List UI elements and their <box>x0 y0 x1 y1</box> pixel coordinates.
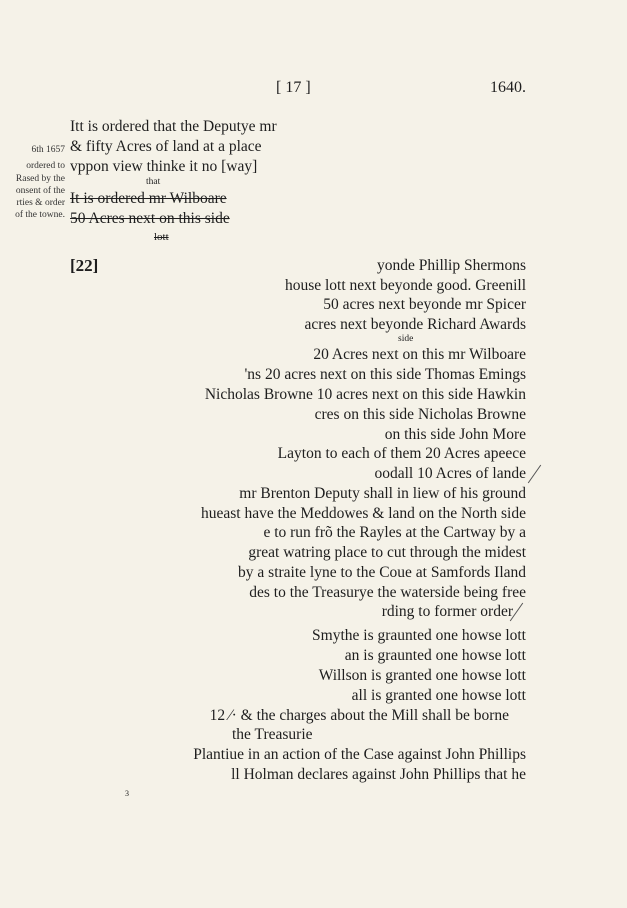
interlinear-insertion: that <box>146 177 161 187</box>
text-line: great watring place to cut through the midest <box>248 544 526 561</box>
text-line: acres next beyonde Richard Awards <box>304 316 526 333</box>
text-line: Willson is granted one howse lott <box>318 667 526 684</box>
text-line: rding to former order <box>381 603 513 620</box>
text-line: an is graunted one howse lott <box>344 647 526 664</box>
page-year: 1640. <box>490 79 526 96</box>
page-number: [ 17 ] <box>276 79 311 96</box>
text-line: yonde Phillip Shermons <box>377 257 526 274</box>
text-line: Itt is ordered that the Deputye mr <box>70 118 277 135</box>
text-line: e to run frõ the Rayles at the Cartway by a <box>263 524 526 541</box>
margin-note-line: ordered to <box>26 161 65 171</box>
text-line: cres on this side Nicholas Browne <box>314 406 526 423</box>
text-line: ll Holman declares against John Phillips that he <box>231 766 526 783</box>
text-line: vppon view thinke it no [way] <box>70 158 258 175</box>
signature-mark: 3 <box>125 789 129 798</box>
text-line: & fifty Acres of land at a place <box>70 138 262 155</box>
text-line: Smythe is graunted one howse lott <box>312 627 526 644</box>
text-line: hueast have the Meddowes & land on the North side <box>201 505 526 522</box>
margin-date: 6th 1657 <box>31 145 65 155</box>
text-line: 50 acres next beyonde mr Spicer <box>323 296 526 313</box>
text-line: the Treasurie <box>232 726 313 743</box>
text-line: on this side John More <box>384 426 526 443</box>
text-line: house lott next beyonde good. Greenill <box>284 277 526 294</box>
text-line: 12 ⁄· & the charges about the Mill shall be borne <box>209 707 509 724</box>
margin-note-line: rties & order <box>16 198 65 208</box>
text-line: by a straite lyne to the Coue at Samfords Iland <box>238 564 526 581</box>
slash-mark <box>528 465 541 484</box>
text-line: Nicholas Browne 10 acres next on this side Hawkin <box>204 386 526 403</box>
margin-note-line: onsent of the <box>15 186 65 196</box>
text-line: Plantiue in an action of the Case against John Phillips <box>193 746 526 763</box>
struck-text-line: 50 Acres next on this side <box>70 210 230 227</box>
text-line: oodall 10 Acres of lande <box>374 465 526 482</box>
text-line: 'ns 20 acres next on this side Thomas Emings <box>244 366 526 383</box>
struck-text-line: It is ordered mr Wilboare <box>70 190 227 207</box>
text-line: 20 Acres next on this mr Wilboare <box>313 346 526 363</box>
section-number: [22] <box>70 256 99 275</box>
interlinear-insertion: side <box>398 334 414 344</box>
margin-note-line: of the towne. <box>15 210 65 220</box>
text-line: Layton to each of them 20 Acres apeece <box>277 445 526 462</box>
margin-note-line: Rased by the <box>15 174 65 184</box>
text-line: mr Brenton Deputy shall in liew of his ground <box>239 485 526 502</box>
struck-text-line: lott <box>154 231 169 243</box>
text-line: all is granted one howse lott <box>351 687 526 704</box>
text-line: des to the Treasurye the waterside being free <box>249 584 526 601</box>
